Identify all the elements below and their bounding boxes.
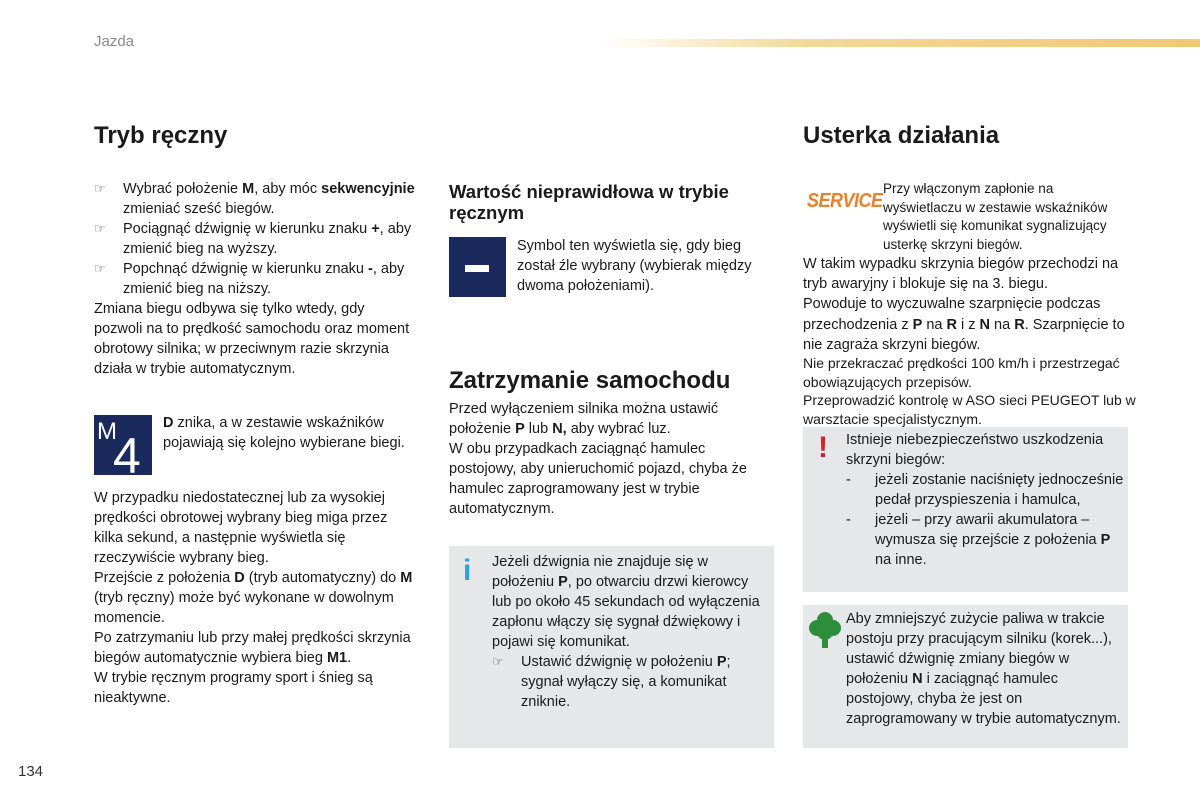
hand-pointer-icon: ☞ bbox=[492, 654, 504, 669]
m4-gear-icon bbox=[94, 415, 152, 475]
hand-pointer-icon: ☞ bbox=[94, 181, 106, 196]
col1-paragraph-stop: Po zatrzymaniu lub przy małej prędkości skrzynia biegów automatycznie wybiera bieg M1. bbox=[94, 630, 411, 666]
col1-bullet-list bbox=[94, 179, 419, 299]
info-icon: i bbox=[463, 554, 472, 587]
col1-paragraph-switch: Przejście z położenia D (tryb automatyczny) do M (tryb ręczny) może być wykonane w dowolnym momencie. bbox=[94, 570, 413, 626]
list-item: ☞ Ustawić dźwignię w położeniu P; sygnał wyłączy się, a komunikat zniknie. bbox=[492, 654, 731, 710]
col3-paragraph-degraded-mode: W takim wypadku skrzynia biegów przechodzi na tryb awaryjny i blokuje się na 3. biegu. bbox=[803, 256, 1119, 292]
m4-digit: 4 bbox=[113, 428, 141, 475]
list-item: ☞ Wybrać położenie M, aby móc sekwencyjnie zmieniać sześć biegów. bbox=[94, 181, 415, 217]
list-item: ☞ Pociągnąć dźwignię w kierunku znaku +, aby zmienić bieg na wyższy. bbox=[94, 221, 412, 257]
list-item: ☞ Popchnąć dźwignię w kierunku znaku -, aby zmienić bieg na niższy. bbox=[94, 261, 405, 297]
eco-tip-box bbox=[803, 605, 1128, 748]
dash-symbol-description: Symbol ten wyświetla się, gdy bieg został źle wybrany (wybierak między dwoma położeniami). bbox=[517, 238, 752, 294]
page-number: 134 bbox=[18, 763, 44, 780]
warning-exclamation-icon: ! bbox=[818, 431, 828, 464]
col1-paragraph-programs: W trybie ręcznym programy sport i śnieg są nieaktywne. bbox=[94, 670, 373, 706]
col3-paragraph-jerk: Powoduje to wyczuwalne szarpnięcie podczas przechodzenia z P na R i z N na R. Szarpnięcie to nie zagraża skrzyni biegów. bbox=[803, 296, 1125, 353]
hand-pointer-icon: ☞ bbox=[94, 221, 106, 236]
col2-subtitle: Wartość nieprawidłowa w trybie ręcznym bbox=[449, 181, 729, 223]
header-accent-bar bbox=[600, 39, 1200, 47]
eco-tree-icon bbox=[808, 610, 842, 650]
col3-paragraph-service-check: Przeprowadzić kontrolę w ASO sieci PEUGEOT lub w warsztacie specjalistycznym. bbox=[803, 392, 1136, 427]
minus-icon bbox=[449, 237, 506, 297]
col3-title: Usterka działania bbox=[803, 122, 1000, 149]
col1-paragraphs bbox=[94, 488, 414, 708]
col2-title-stop: Zatrzymanie samochodu bbox=[449, 367, 731, 394]
col1-title: Tryb ręczny bbox=[94, 122, 228, 149]
warning-dash-list bbox=[846, 470, 1124, 570]
info-box-bullet-list bbox=[492, 652, 768, 712]
eco-tip-text: Aby zmniejszyć zużycie paliwa w trakcie postoju przy pracującym silniku (korek...), ustawić dźwignię zmiany biegów w położeniu N i zaciągnąć hamulec postojowy, chyba że jest on zaprogramowany w trybie automatycznym. bbox=[846, 611, 1121, 727]
col2-paragraph-handbrake: W obu przypadkach zaciągnąć hamulec postojowy, aby unieruchomić pojazd, chyba że hamulec zaprogramowany jest w trybie automatycznym. bbox=[449, 441, 747, 517]
col1-paragraph-shift-condition: Zmiana biegu odbywa się tylko wtedy, gdy pozwoli na to prędkość samochodu oraz moment obrotowy silnika; w przeciwnym razie skrzynia działa w trybie automatycznym. bbox=[94, 301, 410, 377]
service-warning-logo: SERVICE bbox=[807, 188, 883, 212]
col2-paragraphs bbox=[449, 399, 769, 519]
m4-letter: M bbox=[97, 418, 117, 445]
m4-description: D znika, a w zestawie wskaźników pojawiają się kolejno wybierane biegi. bbox=[163, 415, 405, 451]
info-box bbox=[449, 546, 774, 748]
service-message-text: Przy włączonym zapłonie na wyświetlaczu w zestawie wskaźników wyświetli się komunikat sygnalizujący usterkę skrzyni biegów. bbox=[883, 181, 1108, 252]
list-item: - jeżeli zostanie naciśnięty jednocześnie pedał przyspieszenia i hamulca, bbox=[846, 472, 1124, 508]
warning-box-text: Istnieje niebezpieczeństwo uszkodzenia skrzyni biegów: - jeżeli zostanie naciśnięty jednocześnie pedał przyspieszenia i hamulca, - jeżeli – przy awarii akumulatora – wymusza się przejście z położenia P na inne. bbox=[846, 432, 1124, 568]
col3-paragraph-speed-limit: Nie przekraczać prędkości 100 km/h i przestrzegać obowiązujących przepisów. bbox=[803, 355, 1120, 390]
hand-pointer-icon: ☞ bbox=[94, 261, 106, 276]
col2-paragraph-neutral: Przed wyłączeniem silnika można ustawić położenie P lub N, aby wybrać luz. bbox=[449, 401, 719, 437]
info-box-text: Jeżeli dźwignia nie znajduje się w położeniu P, po otwarciu drzwi kierowcy lub po około 45 sekundach od wyłączenia zapłonu włączy się sygnał dźwiękowy i pojawi się komunikat. ☞ Ustawić dźwignię w położeniu P; sygnał wyłączy się, a komunikat zniknie. bbox=[492, 552, 768, 712]
col1-paragraph-blink: W przypadku niedostatecznej lub za wysokiej prędkości obrotowej wybrany bieg miga przez kilka sekund, a następnie wyświetla się rzeczywiście wybrany bieg. bbox=[94, 490, 388, 566]
warning-box bbox=[803, 427, 1128, 592]
section-label: Jazda bbox=[94, 33, 135, 50]
list-item: - jeżeli – przy awarii akumulatora – wymusza się przejście z położenia P na inne. bbox=[846, 512, 1111, 568]
